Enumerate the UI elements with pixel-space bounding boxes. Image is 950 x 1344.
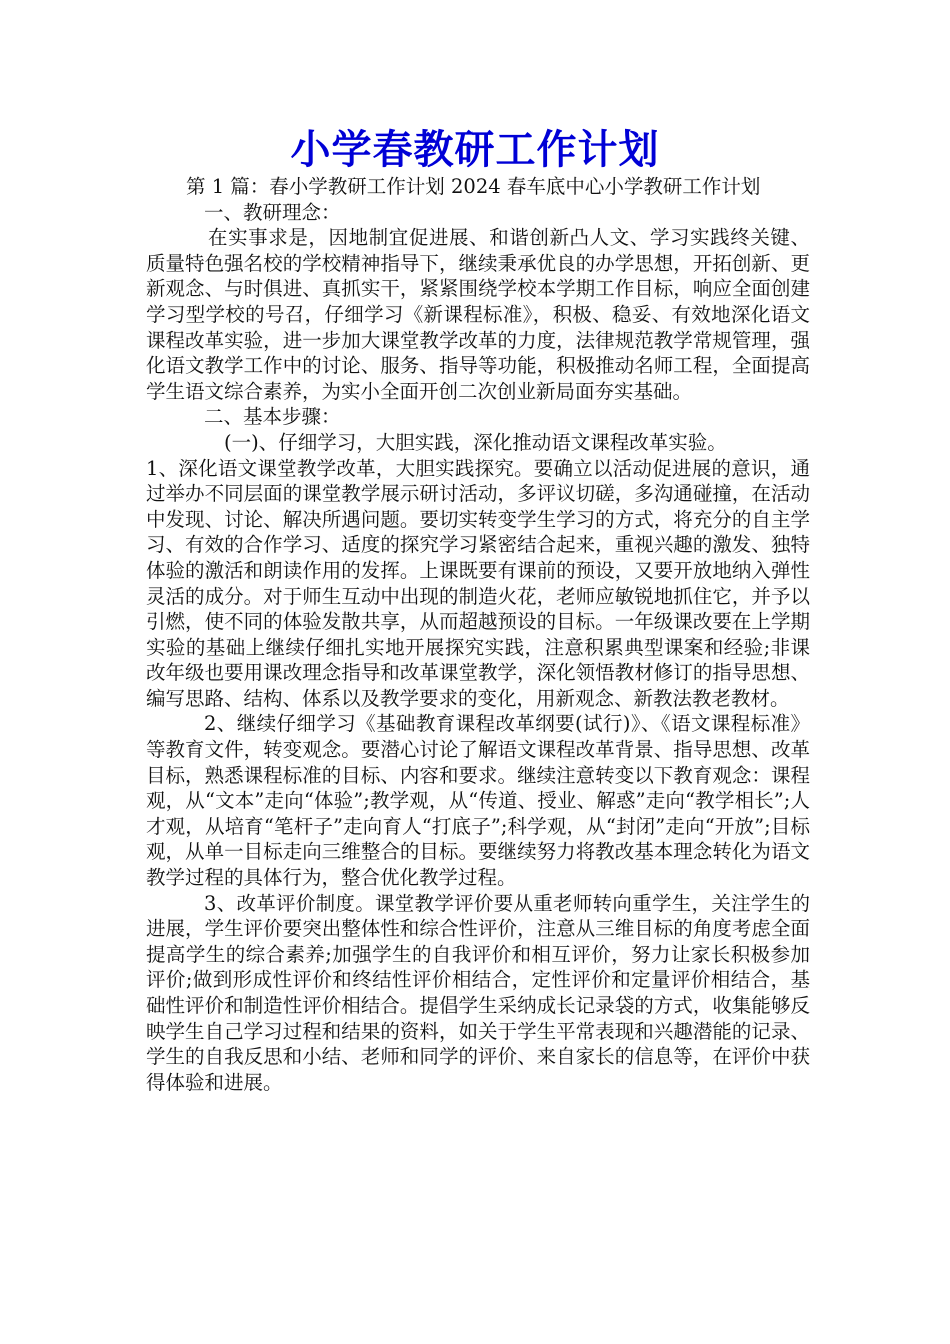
document-body (146, 174, 810, 1095)
section-heading-2: 二、基本步骤： (204, 405, 341, 429)
section-heading-1: 一、教研理念： (204, 200, 341, 224)
document-title: 小学春教研工作计划 (290, 126, 660, 173)
paragraph-item-3: 3、改革评价制度。课堂教学评价要从重老师转向重学生，关注学生的进展，学生评价要突出整体性和综合性评价，注意从三维目标的角度考虑全面提高学生的综合素养;加强学生的自我评价和相互评价，努力让家长积极参加评价;做到形成性评价和终结性评价相结合，定性评价和定量评价相结合，基础性评价和制造性评价相结合。提倡学生采纳成长记录袋的方式，收集能够反映学生自己学习过程和结果的资料，如关于学生平常表现和兴趣潜能的记录、学生的自我反思和小结、老师和同学的评价、来自家长的信息等，在评价中获得体验和进展。 (146, 891, 810, 1094)
paragraph-philosophy: 在实事求是，因地制宜促进展、和谐创新凸人文、学习实践终关键、质量特色强名校的学校精神指导下，继续秉承优良的办学思想，开拓创新、更新观念、与时俱进、真抓实干，紧紧围绕学校本学期工作目标，响应全面创建学习型学校的号召，仔细学习《新课程标准》，积极、稳妥、有效地深化语文课程改革实验，进一步加大课堂教学改革的力度，法律规范教学常规管理，强化语文教学工作中的讨论、服务、指导等功能，积极推动名师工程，全面提高学生语文综合素养，为实小全面开创二次创业新局面夯实基础。 (146, 226, 810, 403)
paragraph-item-2: 2、继续仔细学习《基础教育课程改革纲要(试行)》、《语文课程标准》等教育文件，转变观念。要潜心讨论了解语文课程改革背景、指导思想、改革目标，熟悉课程标准的目标、内容和要求。继续注意转变以下教育观念：课程观，从“文本”走向“体验”;教学观，从“传道、授业、解惑”走向“教学相长”;人才观，从培育“笔杆子”走向育人“打底子”;科学观，从“封闭”走向“开放”;目标观，从单一目标走向三维整合的目标。要继续努力将教改基本理念转化为语文教学过程的具体行为，整合优化教学过程。 (146, 712, 810, 890)
subsection-heading-1: (一)、仔细学习，大胆实践，深化推动语文课程改革实验。 (224, 430, 727, 454)
paragraph-heading-intro: 第 1 篇：春小学教研工作计划 2024 春车底中心小学教研工作计划 (186, 175, 761, 198)
paragraph-item-1: 1、深化语文课堂教学改革，大胆实践探究。要确立以活动促进展的意识，通过举办不同层面的课堂教学展示研讨活动，多评议切磋，多沟通碰撞，在活动中发现、讨论、解决所遇问题。要切实转变学生学习的方式，将充分的自主学习、有效的合作学习、适度的探究学习紧密结合起来，重视兴趣的激发、独特体验的激活和朗读作用的发挥。上课既要有课前的预设，又要开放地纳入弹性灵活的成分。对于师生互动中出现的制造火花，老师应敏锐地抓住它，并予以引燃，使不同的体验发散共享，从而超越预设的目标。一年级课改要在上学期实验的基础上继续仔细扎实地开展探究实践，注意积累典型课案和经验;非课改年级也要用课改理念指导和改革课堂教学，深化领悟教材修订的指导思想、编写思路、结构、体系以及教学要求的变化，用新观念、新教法教老教材。 (146, 456, 810, 710)
